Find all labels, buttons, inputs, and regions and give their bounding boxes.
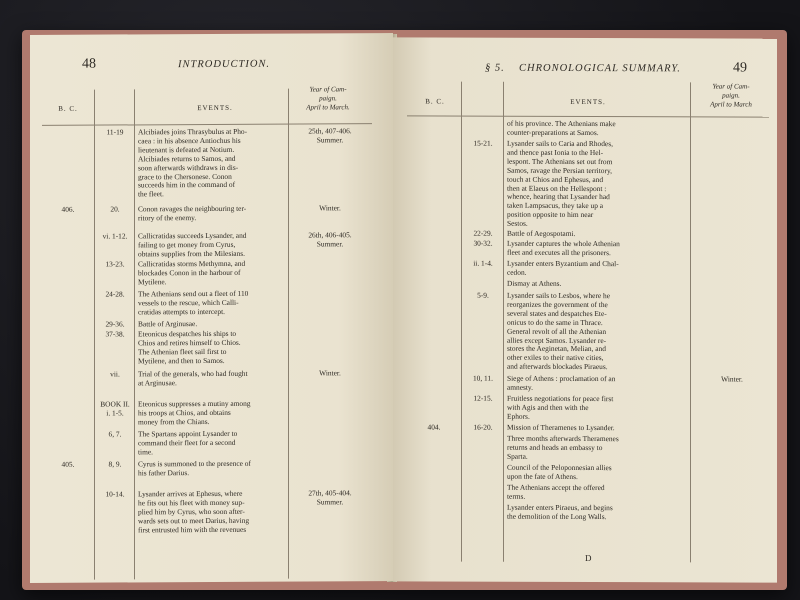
column-header-year: Year of Cam- paign. April to March.	[306, 85, 350, 112]
event-cell: Callicratidas succeeds Lysander, and failing to get money from Cyrus, obtains supplies from the Milesians.	[138, 230, 247, 259]
column-header-events: EVENTS.	[570, 97, 606, 107]
table-row	[30, 488, 393, 535]
table-row	[30, 428, 393, 457]
table-row	[393, 373, 777, 392]
reference-cell: 29-36.	[105, 319, 125, 329]
column-header-bc: B. C.	[425, 97, 445, 106]
reference-cell: vi. 1-12.	[102, 231, 128, 241]
table-row	[30, 458, 393, 478]
event-cell: Battle of Arginusae.	[138, 319, 198, 329]
table-row	[30, 328, 393, 366]
event-cell: The Athenians accept the offered terms.	[507, 482, 605, 501]
event-cell: Council of the Peloponnesian allies upon the fate of Athens.	[507, 462, 612, 481]
reference-cell: 16-20.	[473, 422, 493, 432]
table-row	[30, 319, 393, 329]
reference-cell: 10, 11.	[472, 373, 494, 383]
event-cell: Trial of the generals, who had fought at Arginusae.	[138, 368, 248, 388]
event-cell: Lysander arrives at Ephesus, where he fits out his fleet with money sup- plied him by Cyrus, who soon after- wards sets out to meet Darius, having first entrusted him with the revenues	[138, 488, 250, 535]
event-cell: Fruitless negotiations for peace first with Agis and then with the Ephors.	[507, 393, 614, 421]
table-row	[30, 203, 393, 223]
event-cell: Lysander captures the whole Athenian fleet and executes all the prisoners.	[507, 238, 620, 257]
event-cell: The Spartans appoint Lysander to command their fleet for a second time.	[138, 428, 238, 457]
year-cell: 27th, 405-404. Summer.	[308, 488, 352, 507]
table-row	[393, 278, 777, 288]
event-cell: Three months afterwards Theramenes returns and heads an embassy to Sparta.	[507, 433, 619, 461]
table-row	[393, 258, 777, 277]
reference-cell: vii.	[110, 369, 120, 379]
table-row	[30, 398, 393, 427]
year-cell: Winter.	[319, 368, 341, 378]
table-row	[30, 230, 393, 259]
event-cell: Mission of Theramenes to Lysander.	[507, 422, 615, 433]
column-header-year: Year of Cam- paign. April to March	[710, 82, 752, 109]
table-row	[393, 422, 777, 433]
event-cell: Lysander sails to Caria and Rhodes, and thence past Ionia to the Hel- lespont. The Athenians set out from Samos, ravage the Persian territory, touch at Chios and Ephesus, and then at Elaeus on the Hellespont : whence, hearing that Lysander had taken Lampsacus, they take up a position opposite to him near Sestos.	[507, 138, 613, 228]
event-cell: Callicratidas storms Methymna, and blockades Conon in the harbour of Mytilene.	[138, 258, 246, 287]
column-header-events: EVENTS.	[197, 103, 233, 113]
reference-cell: 30-32.	[473, 238, 493, 248]
event-cell: Eteonicus despatches his ships to Chios and retires himself to Chios. The Athenian fleet sail first to Mytilene, and then to Samos.	[138, 328, 241, 366]
table-row	[393, 462, 777, 481]
table-row	[30, 126, 393, 199]
event-cell: of his province. The Athenians make counter-preparations at Samos.	[507, 118, 616, 137]
year-cell: 26th, 406-405. Summer.	[308, 230, 352, 249]
running-head: CHRONOLOGICAL SUMMARY.	[519, 62, 681, 75]
reference-cell: 5-9.	[477, 290, 489, 300]
table-row	[30, 368, 393, 388]
events-table	[393, 119, 777, 550]
table-row	[393, 238, 777, 257]
table-row	[393, 290, 777, 372]
table-row	[393, 502, 777, 521]
event-cell: Alcibiades joins Thrasybulus at Pho- caea : in his absence Antiochus his lieutenant is defeated at Notium. Alcibiades returns to Samos, and soon afterwards withdraws in dis- grace to the Chersonese. Conon succeeds him in the command of the fleet.	[138, 126, 248, 199]
reference-cell: BOOK II. i. 1-5.	[100, 399, 130, 418]
event-cell: Battle of Aegospotami.	[507, 228, 576, 238]
event-cell: Lysander sails to Lesbos, where he reorganizes the government of the several states and despatches Ete- onicus to do the same in Thrace. General revolt of all the Athenian allies except Samos. Lysander re- stores the Aeginetan, Melian, and other exiles to their native cities, and afterwards blockades Piraeus.	[507, 290, 611, 372]
reference-cell: 24-28.	[105, 289, 125, 299]
table-row	[393, 228, 777, 238]
year-cell: 25th, 407-406. Summer.	[308, 126, 352, 145]
event-cell: Eteonicus suppresses a mutiny among his troops at Chios, and obtains money from the Chians.	[138, 398, 251, 427]
reference-cell: 8, 9.	[108, 459, 122, 469]
table-row	[393, 118, 777, 137]
reference-cell: 13-23.	[105, 259, 125, 269]
events-table	[30, 127, 393, 579]
event-cell: Lysander enters Piraeus, and begins the demolition of the Long Walls.	[507, 502, 613, 521]
table-row	[393, 138, 777, 228]
page-number: 48	[82, 56, 96, 72]
reference-cell: 20.	[110, 204, 120, 214]
event-cell: Lysander enters Byzantium and Chal- cedon.	[507, 258, 619, 277]
reference-cell: 15-21.	[473, 138, 493, 148]
table-row	[393, 393, 777, 421]
left-page	[30, 33, 393, 583]
signature-mark: D	[585, 553, 592, 564]
running-head: INTRODUCTION.	[178, 58, 271, 71]
bc-cell: 406.	[61, 204, 75, 214]
bc-cell: 405.	[61, 459, 75, 469]
page-number: 49	[733, 60, 747, 76]
reference-cell: 37-38.	[105, 329, 125, 339]
year-cell: Winter.	[721, 374, 743, 384]
event-cell: The Athenians send out a fleet of 110 vessels to the rescue, which Calli- cratidas attempts to intercept.	[138, 288, 249, 317]
column-header-bc: B. C.	[58, 104, 78, 113]
event-cell: Siege of Athens : proclamation of an amnesty.	[507, 373, 616, 392]
reference-cell: 11-19	[106, 127, 124, 137]
event-cell: Conon ravages the neighbouring ter- ritory of the enemy.	[138, 203, 247, 223]
table-row	[393, 482, 777, 501]
table-row	[30, 288, 393, 317]
table-row	[30, 258, 393, 287]
bc-cell: 404.	[427, 422, 441, 432]
year-cell: Winter.	[319, 203, 341, 213]
reference-cell: 12-15.	[473, 393, 493, 403]
reference-cell: ii. 1-4.	[473, 258, 493, 268]
event-cell: Cyrus is summoned to the presence of his father Darius.	[138, 458, 251, 478]
right-page	[393, 37, 777, 582]
section-mark: § 5.	[485, 62, 505, 74]
reference-cell: 6, 7.	[108, 429, 122, 439]
event-cell: Dismay at Athens.	[507, 278, 562, 288]
reference-cell: 22-29.	[473, 228, 493, 238]
table-row	[393, 433, 777, 461]
reference-cell: 10-14.	[105, 489, 125, 499]
